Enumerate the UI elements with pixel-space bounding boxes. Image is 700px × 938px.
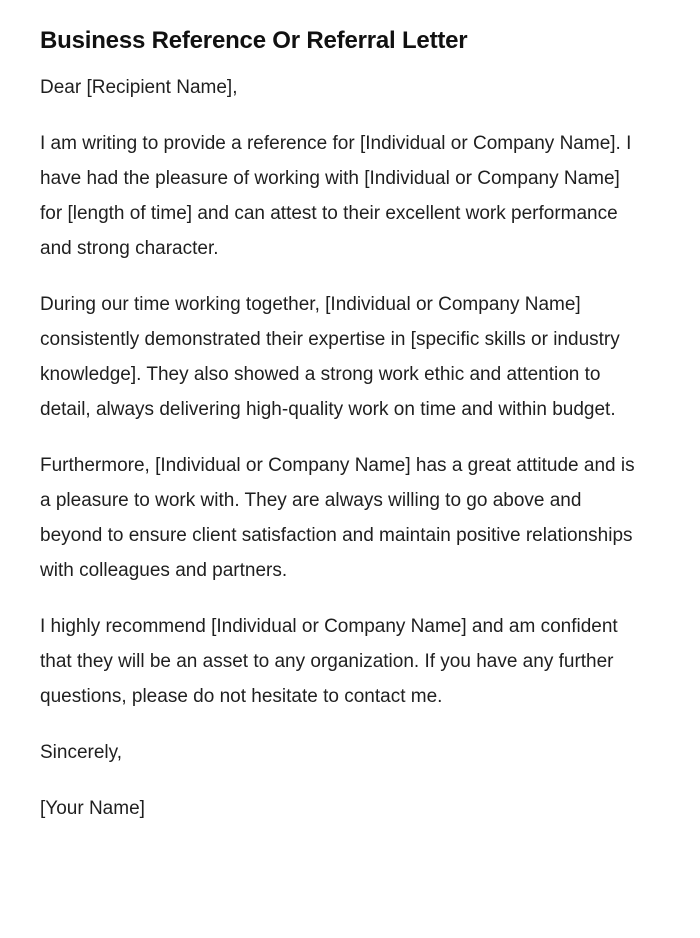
body-paragraph-4: I highly recommend [Individual or Company Name] and am confident that they will be an asset to any organization. If you have any further questions, please do not hesitate to contact me. (40, 616, 618, 707)
signature: [Your Name] (40, 798, 145, 819)
closing: Sincerely, (40, 742, 123, 763)
body-paragraph-3: Furthermore, [Individual or Company Name] has a great attitude and is a pleasure to work with. They are always willing to go above and beyond to ensure client satisfaction and maintain positive relationships with colleagues and partners. (40, 455, 635, 581)
letter-title: Business Reference Or Referral Letter (40, 27, 468, 54)
salutation: Dear [Recipient Name], (40, 77, 238, 98)
body-paragraph-2: During our time working together, [Individual or Company Name] consistently demonstrated their expertise in [specific skills or industry knowledge]. They also showed a strong work ethic and attention to detail, always delivering high-quality work on time and within budget. (40, 294, 620, 420)
letter-page (40, 22, 640, 847)
body-paragraph-1: I am writing to provide a reference for [Individual or Company Name]. I have had the pleasure of working with [Individual or Company Name] for [length of time] and can attest to their excellent work performance and strong character. (40, 133, 632, 259)
